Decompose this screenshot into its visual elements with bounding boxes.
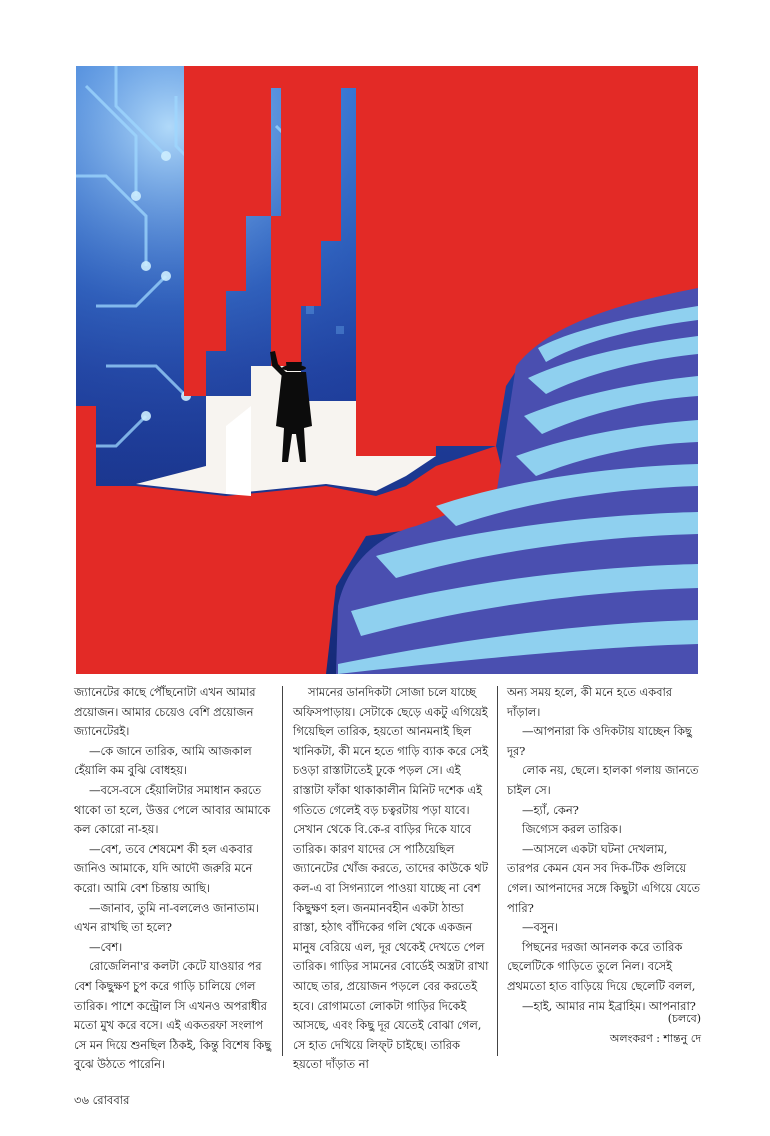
paragraph: —আপনারা কি ওদিকটায় যাচ্ছেন কিছু দূর?	[507, 724, 692, 758]
text-column-1	[74, 683, 272, 1075]
paragraph: —বেশ।	[89, 939, 123, 954]
paragraph: সামনের ডানদিকটা সোজা চলে যাচ্ছে অফিসপাড়ায়। সেটাকে ছেড়ে একটু এগিয়েই গিয়েছিল তারিক, হয়তো আনমনাই ছিল খানিকটা, কী মনে হতে গাড়ি ব্যাক করে সেই চওড়া রাস্তাটাতেই ঢুকে পড়ল সে। এই রাস্তাটা ফাঁকা থাকাকালীন মিনিট দশেক এই গতিতে গেলেই বড় চত্বরটায় পড়া যাবে। সেখান থেকে বি.কে-র বাড়ির দিকে যাবে তারিক। কারণ যাদের সে পাঠিয়েছিল জ্যানেটের খোঁজ করতে, তাদের কাউকে থট কল-এ বা সিগন্যালে পাওয়া যাচ্ছে না বেশ কিছুক্ষণ হল। জনমানবহীন একটা ঠান্ডা রাস্তা, হঠাৎ বাঁদিকের গলি থেকে একজন মানুষ বেরিয়ে এল, দূর থেকেই দেখতে পেল তারিক। গাড়ির সামনের বোর্ডেই অস্ত্রটা রাখা আছে তার, প্রয়োজন পড়লে বের করতেই হবে। রোগামতো লোকটা গাড়ির দিকেই আসছে, এবং কিছু দূর যেতেই বোঝা গেল, সে হাত দেখিয়ে লিফ্‌ট চাইছে। তারিক হয়তো দাঁড়াত না	[293, 685, 489, 1072]
page-folio: ৩৬ রোববার	[74, 1093, 130, 1107]
paragraph: —বেশ, তবে শেষমেশ কী হল একবার জানিও আমাকে, যদি আদৌ জরুরি মনে করো। আমি বেশ চিন্তায় আছি।	[74, 841, 253, 895]
text-column-2	[293, 683, 489, 1075]
paragraph: রোজেলিনা'র কলটা কেটে যাওয়ার পর বেশ কিছুক্ষণ চুপ করে গাড়ি চালিয়ে গেল তারিক। পাশে কন্ট্রোল সি এখনও অপরাধীর মতো মুখ করে বসে। এই একতরফা সংলাপ সে মন দিয়ে শুনছিল ঠিকই, কিন্তু বিশেষ কিছু বুঝে উঠতে পারেনি।	[74, 959, 272, 1072]
paragraph: জ্যানেটের কাছে পৌঁছনোটা এখন আমার প্রয়োজন। আমার চেয়েও বেশি প্রয়োজন জ্যানেটেরই।	[74, 685, 256, 739]
paragraph: —আসলে একটা ঘটনা দেখলাম, তারপর কেমন যেন সব দিক-টিক গুলিয়ে গেল। আপনাদের সঙ্গে কিছুটা এগিয়ে যেতে পারি?	[507, 841, 700, 915]
paragraph: —কে জানে তারিক, আমি আজকাল হেঁয়ালি কম বুঝি বোধহয়।	[74, 743, 252, 778]
paragraph: অন্য সময় হলে, কী মনে হতে একবার দাঁড়াল।	[507, 685, 673, 719]
story-illustration	[76, 66, 698, 674]
paragraph: —জানাব, তুমি না-বললেও জানাতাম। এখন রাখছি তা হলে?	[74, 900, 259, 935]
paragraph: জিগ্যেস করল তারিক।	[522, 822, 622, 837]
column-rule	[497, 686, 498, 1056]
column-rule	[282, 686, 283, 1056]
illustration-credit: অলংকরণ : শান্তনু দে	[609, 1032, 701, 1045]
paragraph: পিছনের দরজা আনলক করে তারিক ছেলেটিকে গাড়িতে তুলে নিল। বসেই প্রথমতো হাত বাড়িয়ে দিয়ে ছেলেটি বলল,	[507, 939, 696, 993]
paragraph: —বসুন।	[522, 920, 559, 935]
paragraph: —হ্যাঁ, কেন?	[522, 802, 579, 817]
paragraph: —হাই, আমার নাম ইব্রাহিম। আপনারা?	[522, 998, 696, 1013]
paragraph: লোক নয়, ছেলে। হালকা গলায় জানতে চাইল সে।	[507, 763, 699, 797]
paragraph: —বসে-বসে হেঁয়ালিটার সমাধান করতে থাকো তা হলে, উত্তর পেলে আবার আমাকে কল কোরো না-হয়।	[74, 782, 271, 837]
text-column-3	[507, 683, 701, 1016]
continued-label: (চলবে)	[667, 1012, 701, 1025]
